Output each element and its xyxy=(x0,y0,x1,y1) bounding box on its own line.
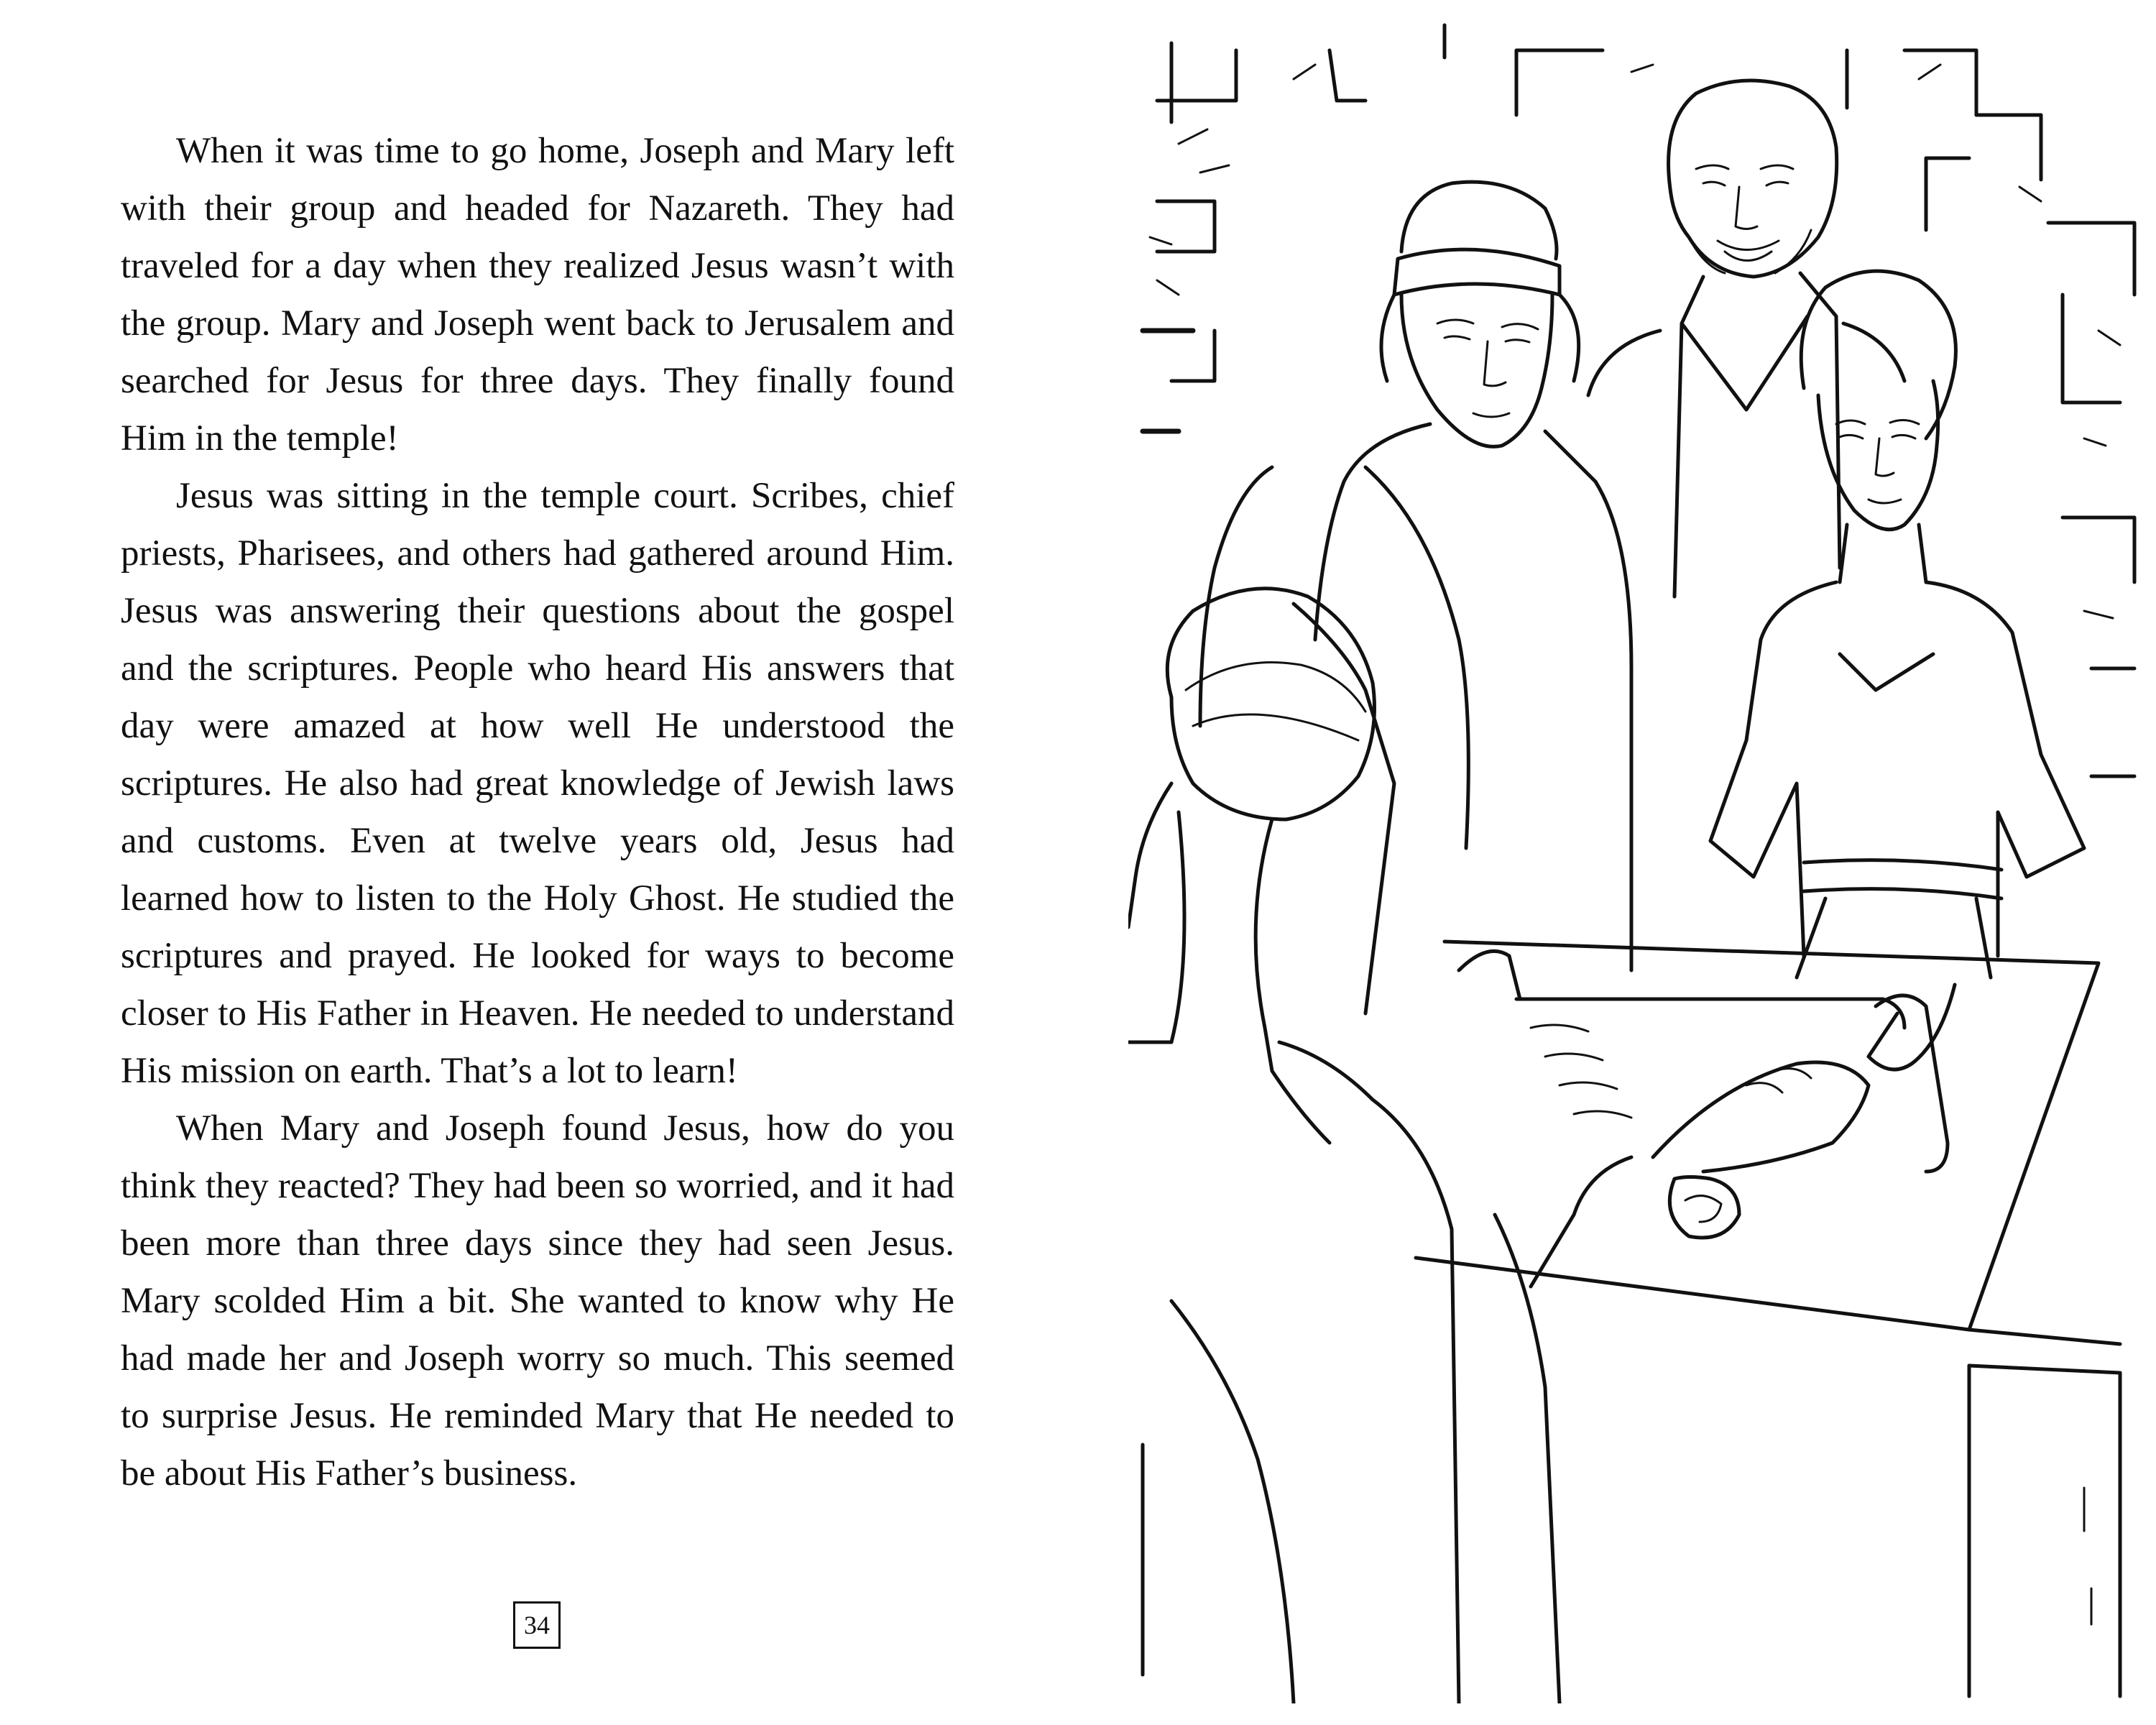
paragraph-1: When it was time to go home, Joseph and Mary left with their group and headed for Nazareth. They had traveled for a day when they realized Jesus wasn’t with the group. Mary and Joseph went back to Jerusalem and searched for Jesus for three days. They finally found Him in the temple! xyxy=(121,131,954,459)
turbaned-figure xyxy=(1128,589,1560,1703)
young-jesus-figure xyxy=(1710,271,2084,1070)
illustration-svg xyxy=(1128,22,2142,1703)
paragraph-3: When Mary and Joseph found Jesus, how do you think they reacted? They had been so worried, and it had been more than three days since they had seen Jesus. Mary scolded Him a bit. She wanted to know why He had made her and Joseph worry so much. This seemed to surprise Jesus. He reminded Mary that He needed to be about His Father’s business. xyxy=(121,1108,954,1494)
text-page xyxy=(121,122,954,1502)
paragraph-2: Jesus was sitting in the temple court. Scribes, chief priests, Pharisees, and others had gathered around Him. Jesus was answering their questions about the gospel and the scriptures. People who heard His answers that day were amazed at how well He understood the scriptures. He also had great knowledge of Jewish laws and customs. Even at twelve years old, Jesus had learned how to listen to the Holy Ghost. He studied the scriptures and prayed. He looked for ways to become closer to His Father in Heaven. He needed to understand His mission on earth. That’s a lot to learn! xyxy=(121,476,954,1091)
table-with-scroll xyxy=(1416,942,2120,1696)
temple-illustration xyxy=(1128,22,2142,1703)
elder-figure xyxy=(1588,80,1904,597)
page-number: 34 xyxy=(513,1601,561,1649)
